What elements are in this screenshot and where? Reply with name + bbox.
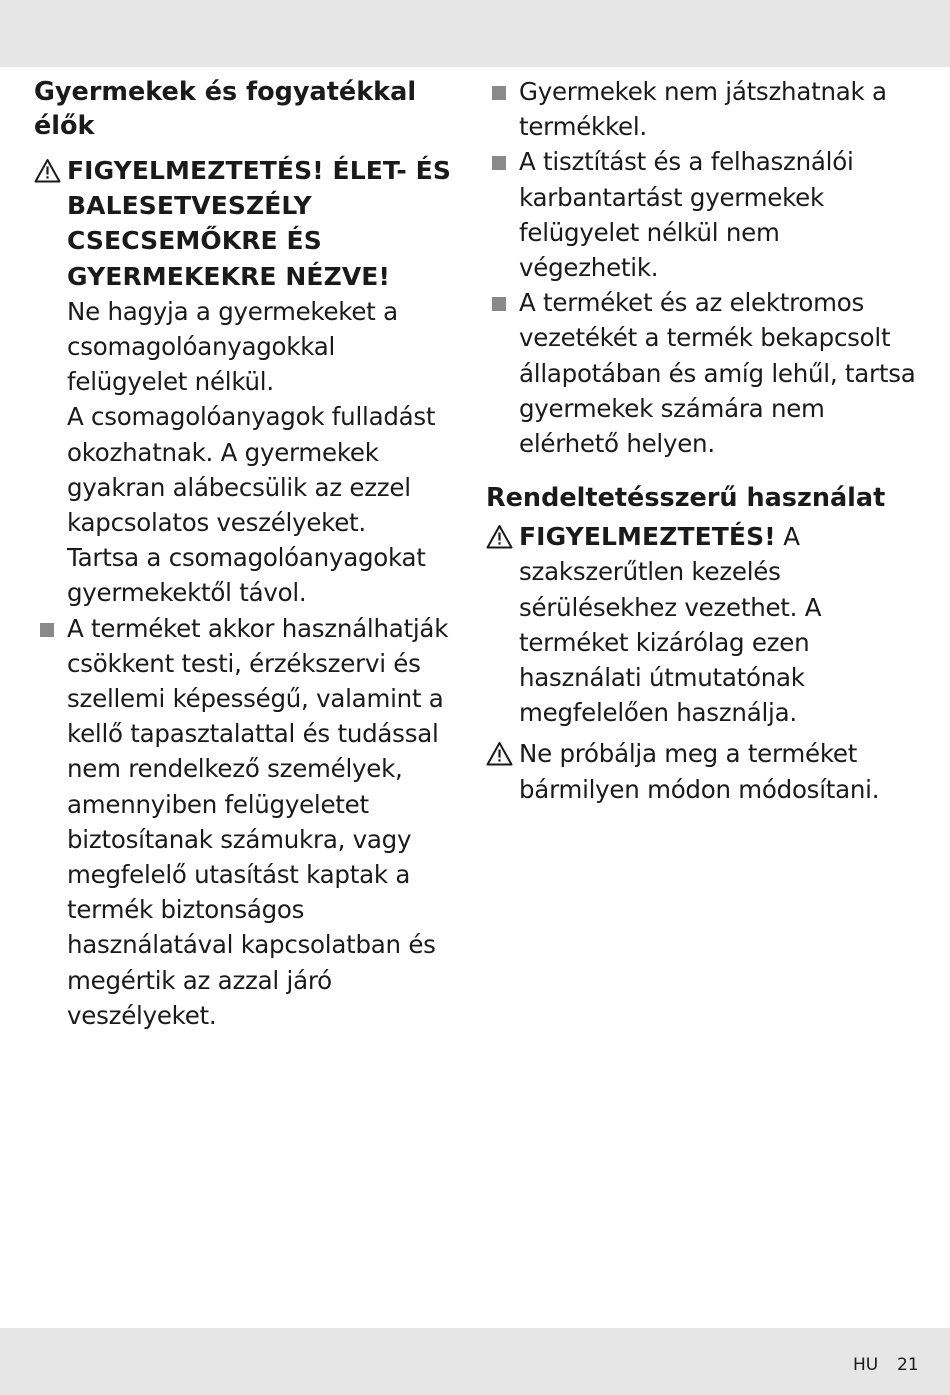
section-heading-intended-use: Rendeltetésszerű használat — [486, 483, 886, 514]
warning-triangle-icon — [486, 741, 513, 766]
list-item — [34, 611, 462, 1033]
warning-paragraph-3: Tartsa a csomagolóanyagokat gyermekektől távol. — [67, 543, 426, 608]
list-item-text: A terméket akkor használhatják csökkent testi, érzékszervi és szellemi képességű, valamint a kellő tapasztalattal és tudással nem rendelkező személyek, amennyiben felügyeletet biztosítanak számukra, vagy megfelelő utasítást kaptak a termék biztonságos használatával kapcsolatban és megértik az azzal járó veszélyeket. — [67, 613, 449, 1030]
list-item — [486, 74, 926, 144]
right-column — [486, 74, 926, 807]
caution-block — [486, 736, 926, 806]
warning-paragraph-1: Ne hagyja a gyermekeket a csomagolóanyagokkal felügyelet nélkül. — [67, 296, 398, 397]
list-item-text: A tisztítást és a felhasználói karbantartást gyermekek felügyelet nélkül nem végezhetik. — [519, 147, 854, 283]
list-item — [486, 144, 926, 285]
list-item-text: A terméket és az elektromos vezetékét a termék bekapcsolt állapotában és amíg lehűl, tartsa gyermekek számára nem elérhető helyen. — [519, 288, 916, 459]
warning-triangle-icon — [486, 524, 513, 549]
bullet-square-icon — [492, 86, 506, 100]
list-item — [486, 285, 926, 461]
warning-triangle-icon — [34, 158, 61, 183]
section-heading-children: Gyermekek és fogyatékkal élők — [34, 77, 417, 141]
warning-title: FIGYELMEZTETÉS! ÉLET- ÉS BALESETVESZÉLY CSECSEMŐKRE ÉS GYERMEKEKRE NÉZVE! — [67, 156, 451, 291]
top-band — [0, 0, 950, 67]
language-code: HU — [853, 1355, 879, 1375]
warning-label: FIGYELMEZTETÉS! — [519, 522, 776, 552]
warning-block-children — [34, 153, 462, 611]
warning-text: A szakszerűtlen kezelés sérülésekhez vezethet. A terméket kizárólag ezen használati útmutatónak megfelelően használja. — [519, 522, 822, 728]
bullet-square-icon — [492, 297, 506, 311]
warning-paragraph-2: A csomagolóanyagok fulladást okozhatnak. A gyermekek gyakran alábecsülik az ezzel kapcsolatos veszélyeket. — [67, 402, 436, 538]
bullet-square-icon — [492, 156, 506, 170]
left-column — [34, 74, 462, 1033]
page-number: 21 — [897, 1355, 919, 1375]
caution-text: Ne próbálja meg a terméket bármilyen módon módosítani. — [519, 739, 880, 804]
list-item-text: Gyermekek nem játszhatnak a termékkel. — [519, 77, 887, 142]
bullet-square-icon — [40, 623, 54, 637]
bottom-band — [0, 1328, 950, 1395]
warning-block-intended-use — [486, 519, 926, 730]
